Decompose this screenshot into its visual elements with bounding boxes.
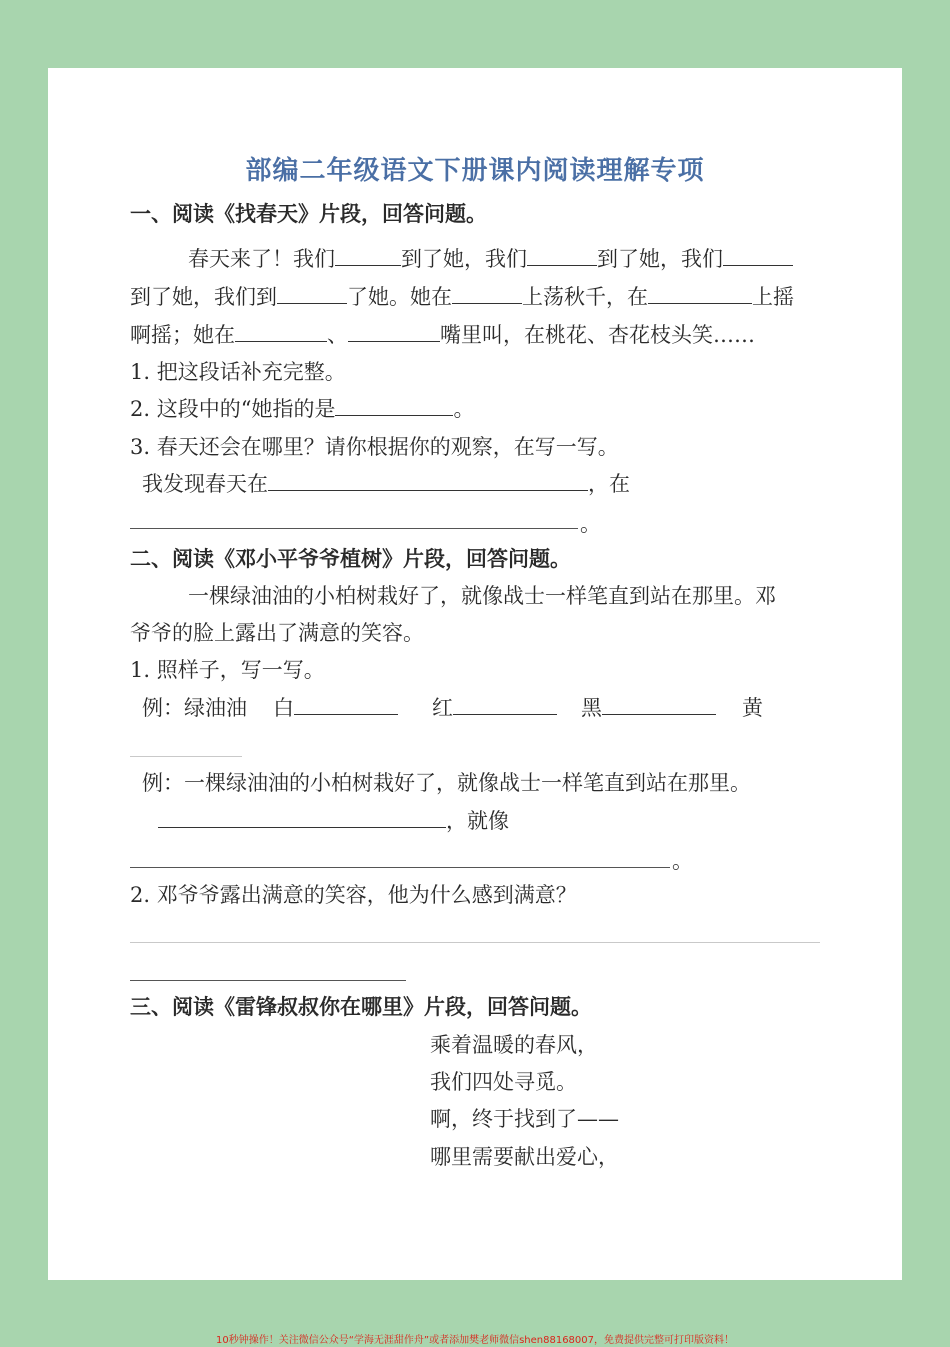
passage-text: 春天来了！我们 xyxy=(188,247,335,271)
answer-blank[interactable] xyxy=(602,694,716,715)
answer-blank[interactable] xyxy=(268,470,588,491)
example1-row xyxy=(142,694,763,722)
section2-passage-line1: 一棵绿油油的小柏树栽好了，就像战士一样笔直到站在那里。邓 xyxy=(188,584,776,608)
answer-end-mark: 。 xyxy=(672,849,693,873)
poem-line: 哪里需要献出爱心， xyxy=(430,1145,619,1169)
example-word: 黄 xyxy=(742,696,763,720)
section1-passage-line3 xyxy=(130,321,755,349)
passage-text: 到了她，我们 xyxy=(597,247,723,271)
poem-line: 我们四处寻觅。 xyxy=(430,1070,577,1094)
fill-blank[interactable] xyxy=(452,283,522,304)
fill-blank[interactable] xyxy=(527,245,597,266)
section1-passage-line1 xyxy=(188,245,793,273)
section2-passage-line2: 爷爷的脸上露出了满意的笑容。 xyxy=(130,621,424,645)
section1-answer-line xyxy=(142,470,630,498)
answer-blank[interactable] xyxy=(335,395,453,416)
answer-line[interactable] xyxy=(130,528,578,529)
answer-line[interactable] xyxy=(130,980,406,981)
section1-passage-line2 xyxy=(130,283,794,311)
question-text: 。 xyxy=(453,397,475,421)
section3-heading: 三、阅读《雷锋叔叔你在哪里》片段，回答问题。 xyxy=(130,994,592,1019)
example-word: 红 xyxy=(432,696,453,720)
answer-end-mark: 。 xyxy=(580,512,601,536)
fill-blank[interactable] xyxy=(235,321,327,342)
section1-heading: 一、阅读《找春天》片段，回答问题。 xyxy=(130,201,487,226)
passage-text: 上摇 xyxy=(752,285,794,309)
answer-blank[interactable] xyxy=(453,694,557,715)
answer-prompt: 我发现春天在 xyxy=(142,472,268,496)
section1-question3: 3. 春天还会在哪里？请你根据你的观察，在写一写。 xyxy=(130,435,619,459)
answer-line[interactable] xyxy=(130,756,242,757)
answer-blank[interactable] xyxy=(294,694,398,715)
section2-question1: 1. 照样子，写一写。 xyxy=(130,658,325,682)
example-word: 白 xyxy=(273,696,294,720)
passage-text: 到了她，我们 xyxy=(401,247,527,271)
fill-blank[interactable] xyxy=(335,245,401,266)
passage-text: 到了她，我们到 xyxy=(130,285,277,309)
example-word: 黑 xyxy=(581,696,602,720)
passage-text: 了她。她在 xyxy=(347,285,452,309)
section1-question1: 1. 把这段话补充完整。 xyxy=(130,360,346,384)
fill-blank[interactable] xyxy=(277,283,347,304)
answer-prompt: ，在 xyxy=(588,472,630,496)
answer-blank[interactable] xyxy=(158,807,446,828)
passage-text: 上荡秋千，在 xyxy=(522,285,648,309)
poem-line: 乘着温暖的春风， xyxy=(430,1033,598,1057)
fill-blank[interactable] xyxy=(648,283,752,304)
section2-heading: 二、阅读《邓小平爷爷植树》片段，回答问题。 xyxy=(130,546,571,571)
example2-row: 例：一棵绿油油的小柏树栽好了，就像战士一样笔直到站在那里。 xyxy=(142,771,751,795)
answer-line[interactable] xyxy=(130,942,820,943)
passage-text: 、 xyxy=(327,323,348,347)
page-title: 部编二年级语文下册课内阅读理解专项 xyxy=(245,156,705,186)
fill-blank[interactable] xyxy=(348,321,440,342)
fill-blank[interactable] xyxy=(723,245,793,266)
passage-text: 啊摇；她在 xyxy=(130,323,235,347)
example-label: 例：绿油油 xyxy=(142,696,247,720)
section1-question2 xyxy=(130,395,474,423)
answer-line[interactable] xyxy=(130,867,670,868)
promo-footer: 10秒钟操作！关注微信公众号“学海无涯甜作舟”或者添加樊老师微信shen88168007，免费提供完整可打印版资料！ xyxy=(215,1335,735,1346)
passage-text: 嘴里叫，在桃花、杏花枝头笑…… xyxy=(440,323,755,347)
poem-line: 啊，终于找到了—— xyxy=(430,1107,619,1131)
section2-question2: 2. 邓爷爷露出满意的笑容，他为什么感到满意？ xyxy=(130,883,577,907)
answer-prompt: ，就像 xyxy=(446,809,509,833)
question-text: 2. 这段中的“她指的是 xyxy=(130,397,336,421)
example2-answer-row xyxy=(158,807,509,835)
